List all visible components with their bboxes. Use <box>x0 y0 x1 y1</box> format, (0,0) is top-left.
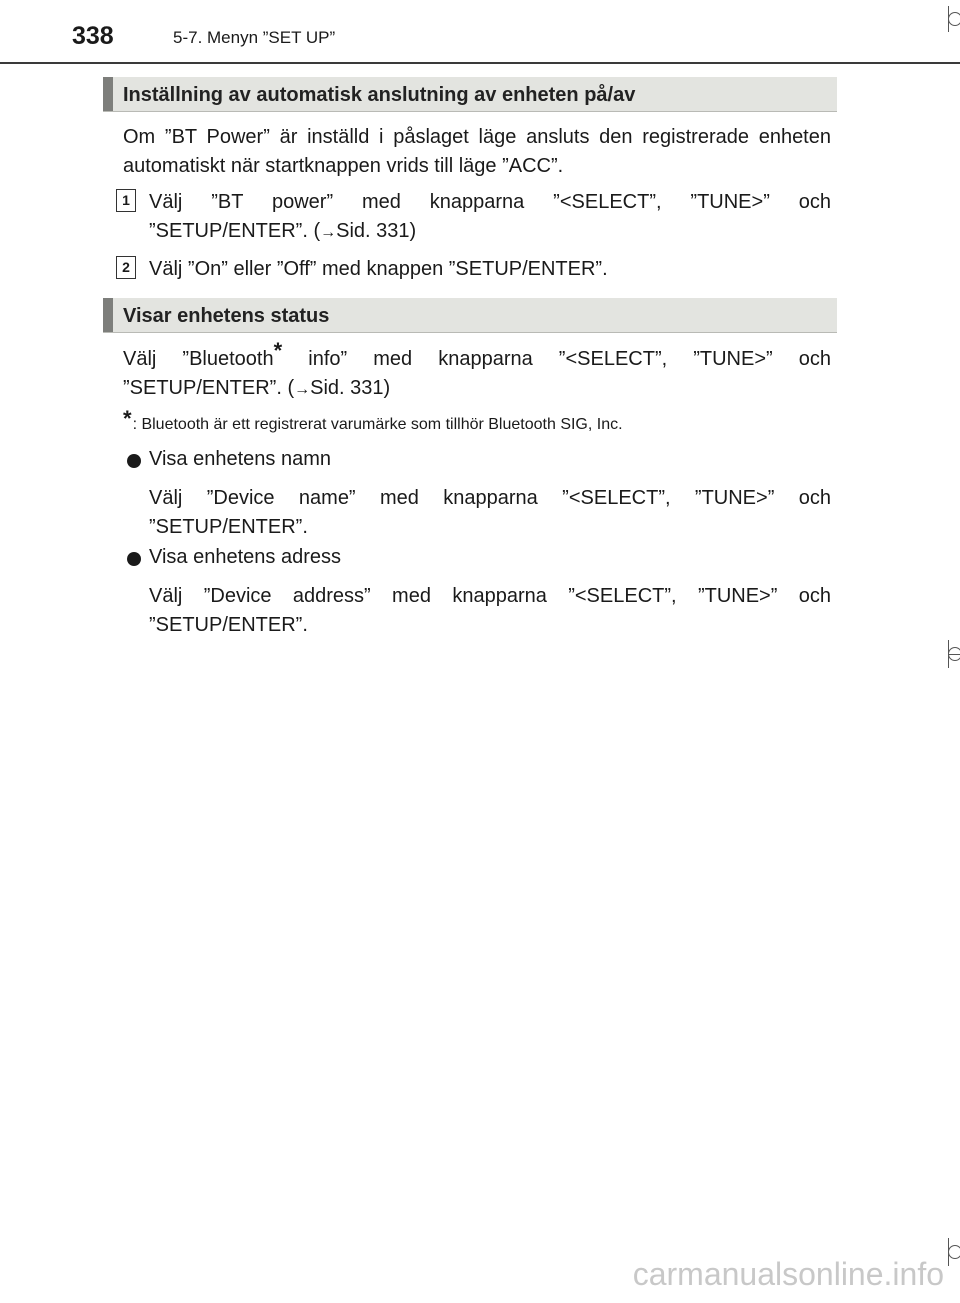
section-accent <box>103 298 113 332</box>
section-heading-text: Visar enhetens status <box>123 305 330 327</box>
step-text-main: Välj ”BT power” med knapparna ”<SELECT”, ”TUNE>” och ”SETUP/ENTER”. ( <box>149 191 831 242</box>
bullet-title: Visa enhetens adress <box>149 546 341 568</box>
bullet-text: Välj ”Device address” med knapparna ”<SELECT”, ”TUNE>” och ”SETUP/ENTER”. <box>149 585 831 636</box>
right-arrow-icon: → <box>294 381 311 398</box>
section-heading-auto-connect <box>103 77 837 112</box>
page-number: 338 <box>72 22 114 50</box>
step-number-box: 1 <box>116 189 136 212</box>
step-text <box>149 188 831 247</box>
header-divider <box>0 62 960 64</box>
step-text: Välj ”On” eller ”Off” med knappen ”SETUP/ENTER”. <box>149 258 608 280</box>
section-intro <box>123 338 832 404</box>
chapter-title: 5-7. Menyn ”SET UP” <box>173 28 336 47</box>
section-accent <box>103 77 113 111</box>
section-heading-text: Inställning av automatisk anslutning av enheten på/av <box>123 84 636 106</box>
footnote-text: : Bluetooth är ett registrerat varumärke som tillhör Bluetooth SIG, Inc. <box>132 416 623 433</box>
page-reference-link: Sid. 331) <box>336 220 417 242</box>
page-reference-link: Sid. 331) <box>310 377 391 399</box>
right-arrow-icon: → <box>320 224 337 241</box>
step-number-box: 2 <box>116 256 136 279</box>
watermark: carmanualsonline.info <box>632 1256 944 1292</box>
intro-text: info” med knapparna ”<SELECT”, ”TUNE>” och ”SETUP/ENTER”. ( <box>123 348 832 399</box>
footnote-marker: * <box>123 406 132 431</box>
bullet-circle-icon <box>127 454 141 468</box>
bullet-text: Välj ”Device name” med knapparna ”<SELECT”, ”TUNE>” och ”SETUP/ENTER”. <box>149 487 831 538</box>
bullet-circle-icon <box>127 552 141 566</box>
bullet-title: Visa enhetens namn <box>149 448 331 470</box>
section-intro: Om ”BT Power” är inställd i påslaget läge ansluts den registrerade enheten automatiskt när startknappen vrids till läge ”ACC”. <box>123 126 831 177</box>
footnote-marker: * <box>273 338 283 363</box>
section-heading-device-status <box>103 298 837 333</box>
footnote <box>123 406 623 435</box>
intro-text: Välj ”Bluetooth <box>123 348 274 370</box>
